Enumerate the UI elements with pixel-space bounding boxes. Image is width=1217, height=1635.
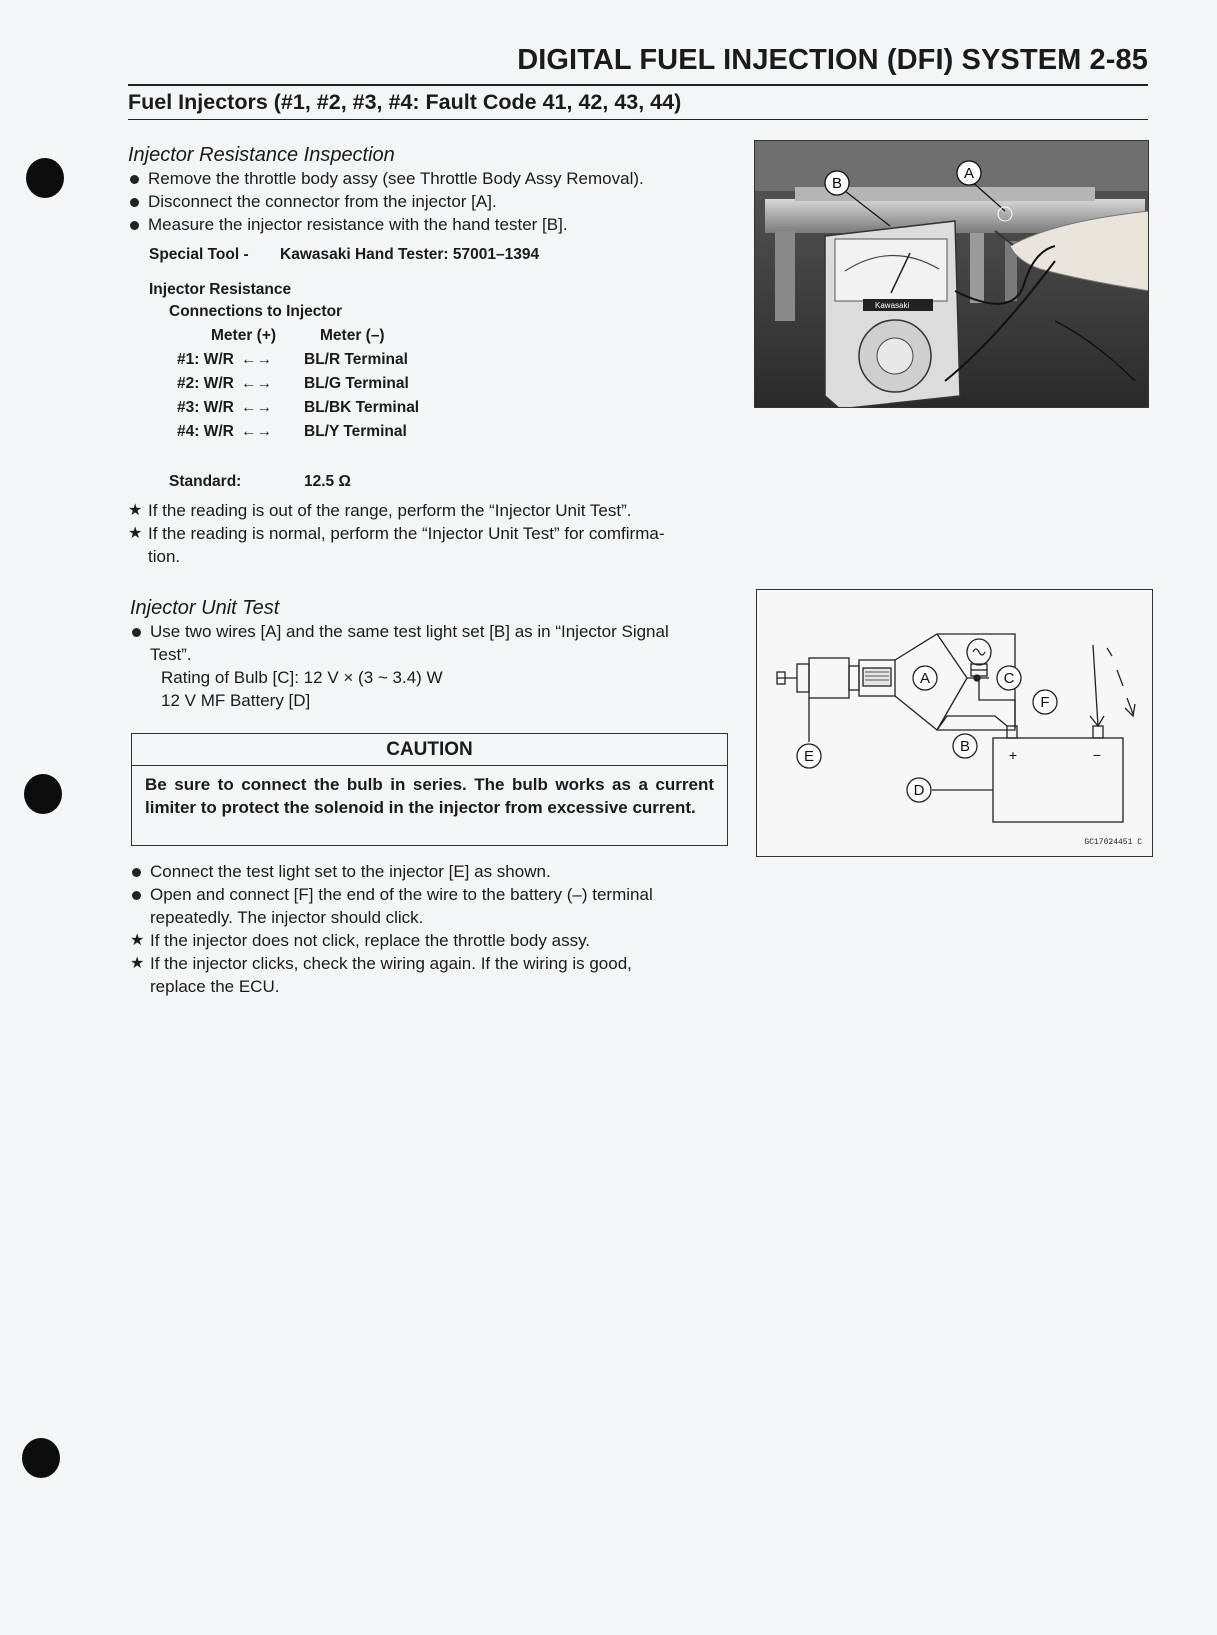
bullet-item: Measure the injector resistance with the hand tester [B]. [128, 213, 728, 236]
row-number: #2: [177, 375, 200, 392]
bulb-rating: Rating of Bulb [C]: 12 V × (3 ~ 3.4) W [161, 668, 443, 687]
table-row [177, 375, 272, 393]
diagram-label-a: A [919, 670, 931, 687]
wiring-diagram-svg [757, 590, 1152, 856]
bullet-item: Disconnect the connector from the injector [A]. [128, 190, 728, 213]
star-note-continued: replace the ECU. [150, 977, 280, 996]
row-plus: W/R [203, 351, 234, 368]
photo-label-a: A [963, 165, 975, 182]
battery-minus: − [1092, 747, 1102, 763]
page-header-title: DIGITAL FUEL INJECTION (DFI) SYSTEM 2-85 [517, 44, 1148, 76]
resistance-subheading: Injector Resistance Inspection [128, 144, 395, 166]
column-header-plus: Meter (+) [211, 327, 277, 344]
row-minus: BL/BK Terminal [304, 399, 420, 416]
binder-hole-top [26, 158, 64, 198]
battery-spec: 12 V MF Battery [D] [161, 691, 311, 710]
bullet-item-continued: Test”. [150, 645, 192, 664]
binder-hole-middle [24, 774, 62, 814]
bullet-item-continued: repeatedly. The injector should click. [150, 908, 424, 927]
diagram-label-f: F [1040, 694, 1050, 711]
section-rule [128, 119, 1148, 120]
row-arrow: ←→ [241, 423, 273, 440]
standard-value: 12.5 Ω [304, 473, 351, 490]
bullet-item: Use two wires [A] and the same test light set [B] as in “Injector Signal [130, 620, 730, 643]
table-subtitle: Connections to Injector [169, 303, 343, 320]
row-number: #4: [177, 423, 200, 440]
caution-text: Be sure to connect the bulb in series. The bulb works as a current limiter to protect the solenoid in the injector from excessive current. [145, 775, 714, 817]
bullet-item: Remove the throttle body assy (see Throttle Body Assy Removal). [128, 167, 728, 190]
star-note: ★ If the injector does not click, replace the throttle body assy. [130, 929, 730, 952]
row-number: #3: [177, 399, 200, 416]
row-minus: BL/G Terminal [304, 375, 409, 392]
tester-brand: Kawasaki [875, 301, 910, 310]
special-tool-value: Kawasaki Hand Tester: 57001–1394 [280, 246, 540, 263]
table-row [177, 423, 272, 441]
star-note: ★ If the reading is normal, perform the “Injector Unit Test” for comfirma- [128, 522, 728, 545]
resistance-notes [128, 499, 728, 568]
photo-illustration [755, 141, 1149, 408]
caution-box [131, 733, 728, 846]
unit-test-intro [130, 620, 730, 712]
row-number: #1: [177, 351, 200, 368]
caution-title: CAUTION [132, 734, 727, 766]
row-arrow: ←→ [241, 399, 273, 416]
row-plus: W/R [203, 423, 234, 440]
hand-tester-photo [754, 140, 1149, 408]
standard-label: Standard: [169, 473, 242, 490]
special-tool-label: Special Tool - [149, 246, 249, 263]
wiring-diagram [756, 589, 1153, 857]
unit-test-steps [130, 860, 730, 998]
star-note: ★ If the injector clicks, check the wiring again. If the wiring is good, [130, 952, 730, 975]
table-title: Injector Resistance [149, 281, 292, 298]
table-row [177, 351, 272, 369]
star-note-continued: tion. [148, 547, 181, 566]
figure-code: GC17024451 C [1084, 838, 1142, 847]
diagram-label-c: C [1003, 670, 1015, 687]
resistance-bullets [128, 167, 728, 236]
section-title: Fuel Injectors (#1, #2, #3, #4: Fault Code 41, 42, 43, 44) [128, 90, 682, 114]
unit-test-subheading: Injector Unit Test [130, 597, 280, 619]
table-row [177, 399, 272, 417]
battery-plus: + [1008, 747, 1018, 763]
binder-hole-bottom [22, 1438, 60, 1478]
row-minus: BL/R Terminal [304, 351, 408, 368]
diagram-label-e: E [803, 748, 815, 765]
diagram-label-b: B [959, 738, 971, 755]
row-plus: W/R [203, 375, 234, 392]
row-minus: BL/Y Terminal [304, 423, 407, 440]
column-header-minus: Meter (–) [320, 327, 385, 344]
photo-label-b: B [831, 175, 843, 192]
row-arrow: ←→ [241, 375, 273, 392]
row-arrow: ←→ [241, 351, 273, 368]
star-note: ★ If the reading is out of the range, perform the “Injector Unit Test”. [128, 499, 728, 522]
bullet-item: Connect the test light set to the injector [E] as shown. [130, 860, 730, 883]
bullet-item: Open and connect [F] the end of the wire to the battery (–) terminal [130, 883, 730, 906]
diagram-label-d: D [913, 782, 925, 799]
header-rule [128, 84, 1148, 86]
row-plus: W/R [203, 399, 234, 416]
